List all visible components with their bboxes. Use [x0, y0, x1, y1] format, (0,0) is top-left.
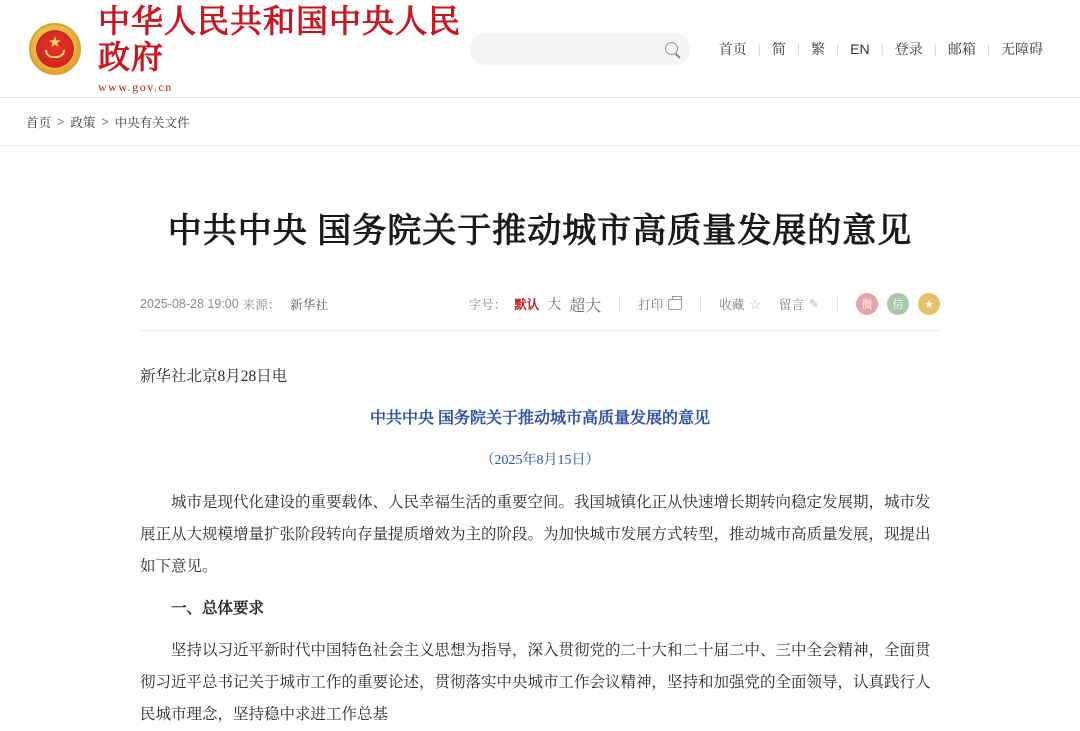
article-body [140, 361, 940, 731]
nav-separator: | [796, 41, 801, 56]
national-emblem-icon: ★ [26, 20, 84, 78]
source-name: 新华社 [290, 298, 328, 313]
nav-item-simplified[interactable]: 简 [771, 40, 786, 57]
share-group [856, 293, 940, 315]
nav-separator: | [880, 41, 884, 56]
divider [619, 296, 620, 312]
divider [700, 296, 701, 312]
message-label: 留言 [778, 298, 804, 313]
fontsize-option-large[interactable]: 大 [547, 296, 562, 313]
page-title: 中共中央 国务院关于推动城市高质量发展的意见 [167, 212, 913, 250]
favorite-label: 收藏 [719, 298, 745, 313]
header-right [470, 33, 1054, 65]
publish-datetime: 2025-08-28 19:00 [140, 297, 239, 312]
breadcrumb-separator: > [57, 114, 65, 129]
fontsize-control [469, 293, 602, 316]
pen-icon[interactable]: ✎ [808, 297, 819, 312]
fontsize-option-extra-large[interactable]: 超大 [569, 297, 602, 315]
article-meta-bar [140, 291, 940, 331]
nav-separator: | [836, 41, 840, 56]
article [140, 146, 940, 731]
print-label: 打印 [638, 298, 664, 313]
search-input[interactable] [482, 41, 652, 57]
source-label: 来源： [242, 298, 281, 313]
fontsize-label: 字号： [468, 298, 507, 313]
nav-separator: | [933, 41, 937, 56]
printer-icon[interactable] [668, 299, 682, 310]
breadcrumb-item-central-documents[interactable]: 中央有关文件 [114, 115, 190, 130]
fontsize-option-default[interactable]: 默认 [514, 298, 540, 313]
article-meta-left [140, 295, 328, 313]
message-button[interactable] [779, 295, 819, 313]
document-subtitle: 中共中央 国务院关于推动城市高质量发展的意见 [369, 409, 710, 427]
section-heading: 一、总体要求 [171, 599, 265, 617]
favorite-button[interactable] [719, 295, 761, 313]
nav-item-home[interactable]: 首页 [718, 40, 747, 57]
document-date: （2025年8月15日） [480, 452, 600, 468]
nav-item-traditional[interactable]: 繁 [811, 40, 826, 57]
site-header [0, 0, 1080, 98]
search-icon[interactable] [665, 42, 678, 55]
site-brand [98, 3, 470, 95]
star-icon[interactable]: ☆ [749, 296, 761, 312]
dateline: 新华社北京8月28日电 [140, 367, 288, 385]
breadcrumb-item-home[interactable]: 首页 [26, 115, 52, 130]
weibo-share-icon[interactable]: 微 [856, 293, 878, 315]
site-brand-title: 中华人民共和国中央人民政府 [98, 2, 462, 75]
nav-item-login[interactable]: 登录 [894, 40, 923, 57]
print-button[interactable] [638, 295, 682, 313]
article-meta-tools [469, 293, 940, 316]
nav-item-mail[interactable]: 邮箱 [947, 40, 976, 57]
nav-item-english[interactable]: EN [850, 40, 870, 57]
wechat-share-icon[interactable]: 信 [887, 293, 909, 315]
divider [837, 296, 838, 312]
site-brand-url: www.gov.cn [98, 79, 173, 94]
paragraph: 坚持以习近平新时代中国特色社会主义思想为指导，深入贯彻党的二十大和二十届二中、三中全会精神，全面贯彻习近平总书记关于城市工作的重要论述，贯彻落实中央城市工作会议精神，坚持和加强党的全面领导，认真践行人民城市理念，坚持稳中求进工作总基 [140, 641, 931, 723]
qzone-share-icon[interactable]: ★ [918, 293, 940, 315]
paragraph: 城市是现代化建设的重要载体、人民幸福生活的重要空间。我国城镇化正从快速增长期转向稳定发展期，城市发展正从大规模增量扩张阶段转向存量提质增效为主的阶段。为加快城市发展方式转型，推动城市高质量发展，现提出如下意见。 [140, 493, 931, 575]
breadcrumb [0, 98, 1080, 146]
nav-separator: | [757, 41, 761, 56]
breadcrumb-item-policy[interactable]: 政策 [70, 115, 96, 130]
breadcrumb-separator: > [101, 114, 109, 129]
nav-item-accessibility[interactable]: 无障碍 [1001, 40, 1043, 57]
header-nav [708, 39, 1054, 59]
nav-separator: | [986, 41, 990, 56]
search-box[interactable] [470, 33, 690, 65]
